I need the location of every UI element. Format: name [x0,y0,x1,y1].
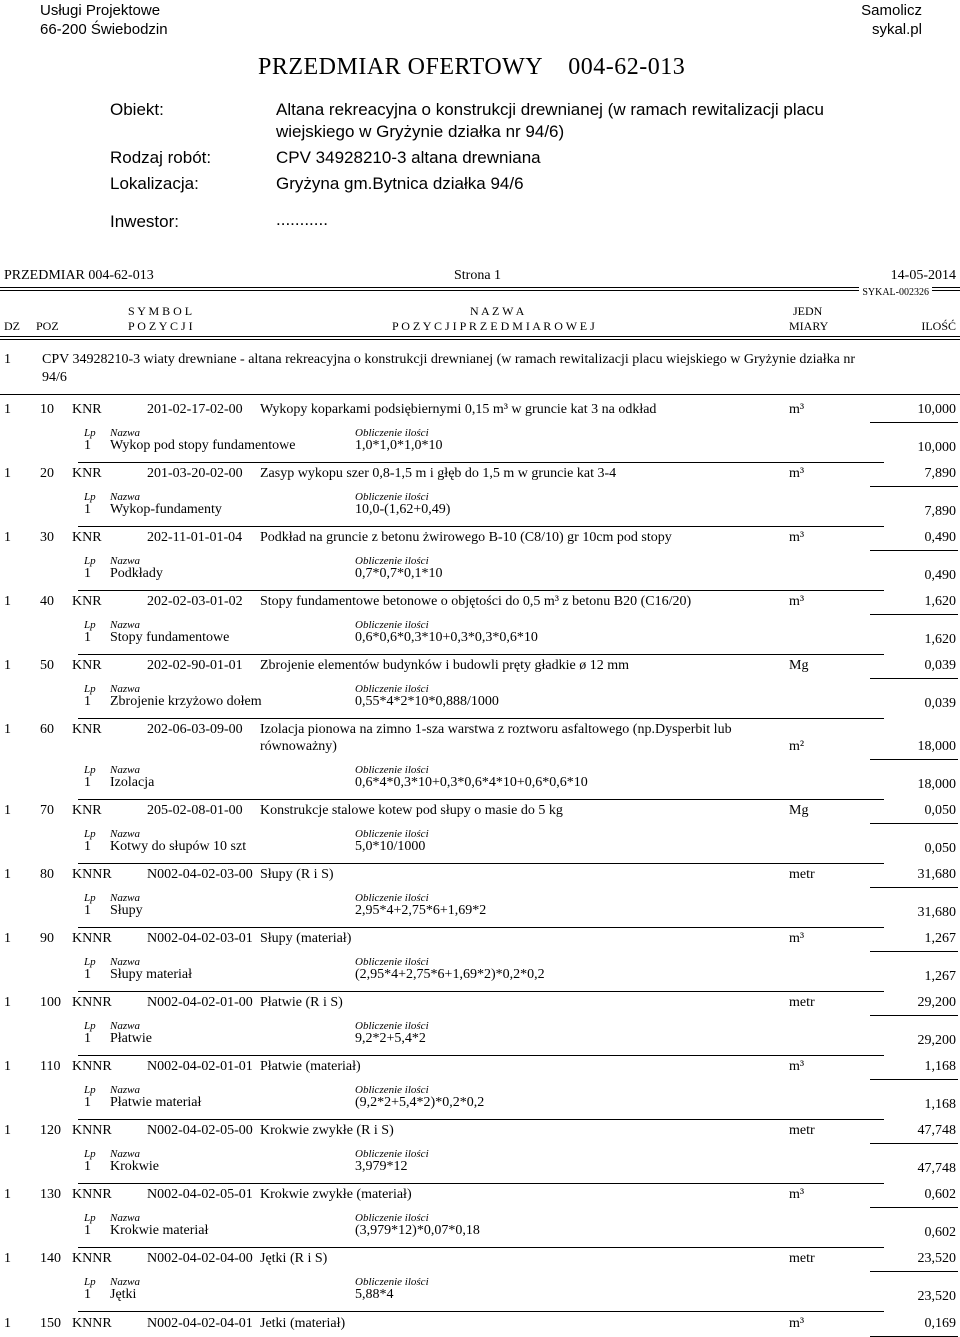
calc-lp: 1 [84,1287,91,1302]
calc-name: Zbrojenie krzyżowo dołem [110,694,262,709]
calc-result: 47,748 [917,1161,956,1176]
calc-header-lp: Lp [84,491,96,503]
position-symbol: N002-04-02-05-00 [147,1123,253,1138]
calc-header-obliczenie: Obliczenie ilości [355,1212,429,1224]
position-catalog: KNNR [72,995,112,1010]
calc-header-lp: Lp [84,764,96,776]
calc-header-obliczenie: Obliczenie ilości [355,956,429,968]
position-unit: m³ [789,402,805,417]
position-quantity: 18,000 [917,739,956,754]
position-catalog: KNR [72,466,102,481]
calc-lp: 1 [84,1095,91,1110]
calc-formula: 10,0-(1,62+0,49) [355,502,451,517]
position-dz: 1 [4,530,11,545]
position-symbol: N002-04-02-01-00 [147,995,253,1010]
rodzaj-value: CPV 34928210-3 altana drewniana [276,148,541,167]
calc-formula: 5,0*10/1000 [355,839,426,854]
section-rule [0,394,960,395]
position-dz: 1 [4,658,11,673]
calc-result: 0,602 [924,1225,956,1240]
calc-rule [78,927,884,928]
position-number: 40 [40,594,54,609]
calc-rule [78,1055,884,1056]
position-unit: m² [789,739,805,754]
quantity-rule [870,823,958,824]
rodzaj-label: Rodzaj robót: [110,148,212,167]
software-name: Samolicz [861,2,922,19]
position-catalog: KNR [72,658,102,673]
position-catalog: KNNR [72,1251,112,1266]
position-unit: m³ [789,1316,805,1331]
section-number: 1 [4,352,11,367]
quantity-rule [870,422,958,423]
calc-lp: 1 [84,566,91,581]
calc-lp: 1 [84,903,91,918]
position-description: Płatwie (R i S) [260,995,343,1010]
obiekt-value-line1: Altana rekreacyjna o konstrukcji drewnianej (w ramach rewitalizacji placu [276,100,825,119]
document-code: SYKAL-002326 [859,287,932,298]
position-description: Podkład na gruncie z betonu żwirowego B-10 (C8/10) gr 10cm pod stopy [260,530,672,545]
calc-formula: 3,979*12 [355,1159,408,1174]
quantity-rule [870,486,958,487]
position-catalog: KNNR [72,1316,112,1331]
position-symbol: 202-02-90-01-01 [147,658,243,673]
calc-formula: (9,2*2+5,4*2)*0,2*0,2 [355,1095,485,1110]
position-quantity: 0,050 [924,803,956,818]
position-catalog: KNNR [72,867,112,882]
position-unit: m³ [789,530,805,545]
position-unit: m³ [789,931,805,946]
calc-rule [78,1183,884,1184]
calc-formula: 1,0*1,0*1,0*10 [355,438,443,453]
calc-rule [78,1119,884,1120]
calc-formula: 0,6*0,6*0,3*10+0,3*0,3*0,6*10 [355,630,538,645]
calc-header-lp: Lp [84,1212,96,1224]
page-number: Strona 1 [454,268,502,283]
calc-name: Podkłady [110,566,163,581]
calc-rule [78,526,884,527]
position-quantity: 1,620 [924,594,956,609]
calc-name: Wykop-fundamenty [110,502,222,517]
quantity-rule [870,1079,958,1080]
position-quantity: 1,168 [924,1059,956,1074]
position-unit: m³ [789,466,805,481]
position-number: 120 [40,1123,61,1138]
page-date: 14-05-2014 [890,268,956,283]
calc-formula: 0,7*0,7*0,1*10 [355,566,443,581]
position-number: 130 [40,1187,61,1202]
position-catalog: KNR [72,530,102,545]
quantity-rule [870,951,958,952]
position-symbol: 202-11-01-01-04 [147,530,243,545]
calc-result: 1,267 [924,969,956,984]
lokalizacja-value: Gryżyna gm.Bytnica działka 94/6 [276,174,524,193]
calc-rule [78,799,884,800]
position-quantity: 10,000 [917,402,956,417]
calc-header-obliczenie: Obliczenie ilości [355,892,429,904]
calc-result: 1,168 [924,1097,956,1112]
calc-header-obliczenie: Obliczenie ilości [355,764,429,776]
calc-formula: 0,6*4*0,3*10+0,3*0,6*4*10+0,6*0,6*10 [355,775,588,790]
calc-rule [78,991,884,992]
position-dz: 1 [4,594,11,609]
calc-lp: 1 [84,839,91,854]
position-catalog: KNR [72,803,102,818]
position-description: Słupy (materiał) [260,931,352,946]
quantity-rule [870,1271,958,1272]
calc-header-obliczenie: Obliczenie ilości [355,1148,429,1160]
calc-result: 0,039 [924,696,956,711]
calc-header-lp: Lp [84,427,96,439]
position-description: Zbrojenie elementów budynków i budowli pręty gładkie ø 12 mm [260,658,629,673]
calc-result: 18,000 [917,777,956,792]
calc-lp: 1 [84,694,91,709]
position-description: Wykopy koparkami podsiębiernymi 0,15 m³ w gruncie kat 3 na odkład [260,402,657,417]
calc-rule [78,718,884,719]
calc-header-lp: Lp [84,555,96,567]
company-info [40,1,168,39]
position-quantity: 23,520 [917,1251,956,1266]
calc-header-nazwa: Nazwa [110,828,140,840]
calc-formula: 9,2*2+5,4*2 [355,1031,426,1046]
position-description: Konstrukcje stalowe kotew pod słupy o masie do 5 kg [260,803,563,818]
calc-lp: 1 [84,1031,91,1046]
position-symbol: 202-06-03-09-00 [147,722,243,737]
position-catalog: KNNR [72,1187,112,1202]
calc-result: 31,680 [917,905,956,920]
calc-rule [78,462,884,463]
position-unit: m³ [789,1059,805,1074]
calc-result: 0,050 [924,841,956,856]
calc-formula: 0,55*4*2*10*0,888/1000 [355,694,499,709]
calc-lp: 1 [84,502,91,517]
position-number: 60 [40,722,54,737]
calc-name: Izolacja [110,775,155,790]
position-symbol: N002-04-02-03-01 [147,931,253,946]
calc-name: Kotwy do słupów 10 szt [110,839,247,854]
position-symbol: N002-04-02-03-00 [147,867,253,882]
position-unit: m³ [789,1187,805,1202]
calc-header-lp: Lp [84,1276,96,1288]
calc-header-lp: Lp [84,619,96,631]
position-catalog: KNNR [72,931,112,946]
position-symbol: N002-04-02-01-01 [147,1059,253,1074]
position-quantity: 0,602 [924,1187,956,1202]
position-dz: 1 [4,867,11,882]
position-number: 110 [40,1059,61,1074]
position-symbol: 205-02-08-01-00 [147,803,243,818]
col-ilosc: ILOŚĆ [921,319,956,333]
position-number: 150 [40,1316,61,1331]
position-number: 90 [40,931,54,946]
calc-header-nazwa: Nazwa [110,427,140,439]
position-symbol: 201-03-20-02-00 [147,466,243,481]
calc-header-nazwa: Nazwa [110,1020,140,1032]
position-dz: 1 [4,803,11,818]
col-nazwa-line1: N A Z W A [470,304,525,318]
software-info [861,1,922,39]
position-number: 30 [40,530,54,545]
calc-header-obliczenie: Obliczenie ilości [355,1276,429,1288]
position-number: 70 [40,803,54,818]
position-dz: 1 [4,722,11,737]
obiekt-label: Obiekt: [110,100,164,119]
col-jedn-line1: JEDN [793,304,823,318]
position-catalog: KNR [72,722,102,737]
position-description: Jętki (R i S) [260,1251,328,1266]
position-description: Zasyp wykopu szer 0,8-1,5 m i głęb do 1,5 m w gruncie kat 3-4 [260,466,617,481]
calc-header-obliczenie: Obliczenie ilości [355,427,429,439]
calc-name: Krokwie materiał [110,1223,209,1238]
position-dz: 1 [4,1059,11,1074]
calc-header-nazwa: Nazwa [110,1084,140,1096]
calc-header-obliczenie: Obliczenie ilości [355,619,429,631]
quantity-rule [870,759,958,760]
position-description: Izolacja pionowa na zimno 1-sza warstwa z roztworu asfaltowego (np.Dysperbit lub [260,722,732,737]
calc-formula: (2,95*4+2,75*6+1,69*2)*0,2*0,2 [355,967,545,982]
position-quantity: 47,748 [917,1123,956,1138]
quantity-rule [870,1143,958,1144]
calc-header-nazwa: Nazwa [110,956,140,968]
calc-header-nazwa: Nazwa [110,619,140,631]
calc-lp: 1 [84,1223,91,1238]
calc-header-obliczenie: Obliczenie ilości [355,491,429,503]
position-number: 10 [40,402,54,417]
position-catalog: KNNR [72,1059,112,1074]
calc-lp: 1 [84,775,91,790]
calc-name: Krokwie [110,1159,159,1174]
calc-lp: 1 [84,1159,91,1174]
double-rule [0,287,960,291]
position-unit: m³ [789,594,805,609]
calc-header-nazwa: Nazwa [110,1276,140,1288]
position-dz: 1 [4,995,11,1010]
calc-header-obliczenie: Obliczenie ilości [355,555,429,567]
position-catalog: KNR [72,594,102,609]
calc-header-nazwa: Nazwa [110,683,140,695]
position-description: Jetki (materiał) [260,1316,346,1331]
calc-header-obliczenie: Obliczenie ilości [355,1084,429,1096]
position-description: Płatwie (materiał) [260,1059,361,1074]
calc-lp: 1 [84,438,91,453]
position-dz: 1 [4,402,11,417]
position-description: Krokwie zwykłe (R i S) [260,1123,394,1138]
calc-rule [78,590,884,591]
calc-name: Słupy materiał [110,967,193,982]
col-poz: POZ [36,319,59,333]
calc-header-lp: Lp [84,1084,96,1096]
calc-header-nazwa: Nazwa [110,491,140,503]
col-nazwa-line2: P O Z Y C J I P R Z E D M I A R O W E J [392,319,595,333]
calc-result: 29,200 [917,1033,956,1048]
position-symbol: N002-04-02-04-01 [147,1316,253,1331]
calc-header-lp: Lp [84,1148,96,1160]
position-description: Słupy (R i S) [260,867,334,882]
double-rule-columns [0,336,960,340]
position-number: 100 [40,995,61,1010]
position-description: Stopy fundamentowe betonowe o objętości do 0,5 m³ z betonu B20 (C16/20) [260,594,692,609]
position-quantity: 0,039 [924,658,956,673]
position-symbol: N002-04-02-04-00 [147,1251,253,1266]
quantity-rule [870,550,958,551]
col-symbol-line1: S Y M B O L [128,304,193,318]
inwestor-label: Inwestor: [110,212,179,231]
quantity-rule [870,678,958,679]
position-catalog: KNR [72,402,102,417]
quantity-rule [870,1207,958,1208]
position-description-line2: równoważny) [260,739,337,754]
position-quantity: 7,890 [924,466,956,481]
position-unit: metr [789,995,815,1010]
lokalizacja-label: Lokalizacja: [110,174,199,193]
calc-header-nazwa: Nazwa [110,1212,140,1224]
company-address: 66-200 Świebodzin [40,21,168,38]
calc-header-nazwa: Nazwa [110,1148,140,1160]
calc-lp: 1 [84,967,91,982]
position-unit: Mg [789,803,809,818]
position-symbol: N002-04-02-05-01 [147,1187,253,1202]
position-number: 50 [40,658,54,673]
calc-header-nazwa: Nazwa [110,555,140,567]
calc-formula: 2,95*4+2,75*6+1,69*2 [355,903,487,918]
quantity-rule [870,614,958,615]
position-unit: metr [789,1123,815,1138]
position-quantity: 31,680 [917,867,956,882]
calc-header-lp: Lp [84,1020,96,1032]
calc-name: Stopy fundamentowe [110,630,230,645]
quantity-rule [870,887,958,888]
calc-rule [78,1247,884,1248]
position-description: Krokwie zwykłe (materiał) [260,1187,412,1202]
col-jedn-line2: MIARY [789,319,829,333]
position-unit: metr [789,867,815,882]
position-quantity: 0,490 [924,530,956,545]
position-unit: Mg [789,658,809,673]
position-quantity: 1,267 [924,931,956,946]
calc-header-lp: Lp [84,683,96,695]
calc-header-lp: Lp [84,956,96,968]
document-title: PRZEDMIAR OFERTOWY 004-62-013 [258,54,686,80]
position-symbol: 201-02-17-02-00 [147,402,243,417]
calc-header-lp: Lp [84,828,96,840]
calc-header-nazwa: Nazwa [110,892,140,904]
calc-name: Jętki [110,1287,137,1302]
calc-header-obliczenie: Obliczenie ilości [355,683,429,695]
position-dz: 1 [4,1316,11,1331]
calc-header-obliczenie: Obliczenie ilości [355,1020,429,1032]
calc-result: 10,000 [917,440,956,455]
calc-formula: 5,88*4 [355,1287,394,1302]
position-unit: metr [789,1251,815,1266]
calc-header-lp: Lp [84,892,96,904]
quantity-rule [870,1015,958,1016]
inwestor-value: ........... [276,210,328,229]
calc-result: 1,620 [924,632,956,647]
software-site: sykal.pl [871,21,922,38]
col-symbol-line2: P O Z Y C J I [128,319,193,333]
calc-formula: (3,979*12)*0,07*0,18 [355,1223,480,1238]
calc-name: Płatwie materiał [110,1095,202,1110]
page-header-left: PRZEDMIAR 004-62-013 [4,268,154,283]
calc-name: Wykop pod stopy fundamentowe [110,438,296,453]
col-dz: DZ [4,319,20,333]
section-title-line2: 94/6 [42,370,67,385]
position-dz: 1 [4,1187,11,1202]
calc-rule [78,1311,884,1312]
position-dz: 1 [4,466,11,481]
position-catalog: KNNR [72,1123,112,1138]
obiekt-value-line2: wiejskiego w Gryżynie działka nr 94/6) [276,122,565,141]
calc-header-nazwa: Nazwa [110,764,140,776]
calc-result: 0,490 [924,568,956,583]
calc-result: 23,520 [917,1289,956,1304]
calc-result: 7,890 [924,504,956,519]
calc-name: Słupy [110,903,143,918]
calc-header-obliczenie: Obliczenie ilości [355,828,429,840]
position-dz: 1 [4,1251,11,1266]
company-name: Usługi Projektowe [40,2,161,19]
position-dz: 1 [4,1123,11,1138]
position-dz: 1 [4,931,11,946]
position-number: 80 [40,867,54,882]
position-number: 140 [40,1251,61,1266]
calc-lp: 1 [84,630,91,645]
calc-name: Płatwie [110,1031,152,1046]
position-quantity: 29,200 [917,995,956,1010]
position-symbol: 202-02-03-01-02 [147,594,243,609]
calc-rule [78,863,884,864]
section-title-line1: CPV 34928210-3 wiaty drewniane - altana rekreacyjna o konstrukcji drewnianej (w ramach rewitalizacji placu wiejskiego w Gryżynie działka nr [42,352,856,367]
calc-rule [78,654,884,655]
position-quantity: 0,169 [924,1316,956,1331]
position-number: 20 [40,466,54,481]
